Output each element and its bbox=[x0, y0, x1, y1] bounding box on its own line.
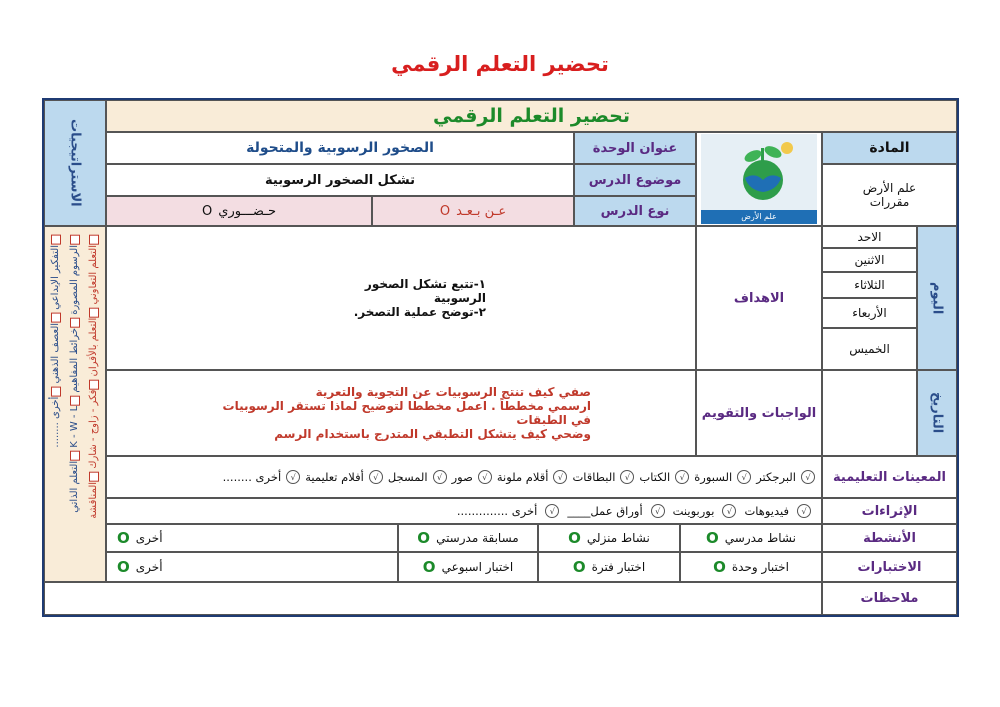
aid-item: البطاقات bbox=[572, 470, 616, 484]
aid-item: الكتاب bbox=[639, 470, 671, 484]
enrichment-item: بوربوينت bbox=[672, 504, 715, 518]
date-value[interactable] bbox=[822, 370, 917, 456]
test-mark: O bbox=[117, 558, 130, 576]
day-label bbox=[917, 226, 957, 370]
check-icon[interactable]: √ bbox=[797, 504, 811, 518]
unit-value: الصخور الرسوبية والمتحولة bbox=[106, 132, 574, 164]
strategy-checkbox[interactable] bbox=[51, 313, 61, 323]
remote-mark: O bbox=[439, 203, 451, 219]
unit-label: عنوان الوحدة bbox=[574, 132, 696, 164]
aid-item: صور bbox=[451, 470, 473, 484]
homework-item: صفي كيف تنتج الرسوبيات عن التجوية والتعرية bbox=[315, 385, 591, 399]
day-item: الاثنين bbox=[822, 248, 917, 272]
tests-label: الاختبارات bbox=[822, 552, 957, 582]
enrichment-list bbox=[457, 504, 811, 518]
aids-label: المعينات التعليمية bbox=[822, 456, 957, 498]
lesson-value: تشكل الصخور الرسوبية bbox=[106, 164, 574, 196]
test-item: اختبار اسبوعي bbox=[441, 560, 514, 574]
check-icon[interactable]: √ bbox=[801, 470, 815, 484]
test-option[interactable] bbox=[398, 552, 538, 582]
aid-item: السبورة bbox=[694, 470, 733, 484]
test-other[interactable] bbox=[106, 552, 398, 582]
activity-item: أخرى bbox=[135, 531, 163, 545]
enrichment-item: أخرى .............. bbox=[456, 504, 538, 518]
check-icon[interactable]: √ bbox=[737, 470, 751, 484]
test-mark: O bbox=[572, 558, 586, 576]
subject-label: المادة bbox=[822, 132, 957, 164]
test-option[interactable] bbox=[680, 552, 822, 582]
aid-item: أفلام تعليمية bbox=[305, 470, 364, 484]
aid-other: أخرى ........ bbox=[222, 470, 282, 484]
strategy-item: التعلم بالأقران bbox=[87, 317, 99, 377]
aid-item: المسجل bbox=[387, 470, 428, 484]
strategy-col-3 bbox=[49, 235, 63, 448]
notes-label: ملاحظات bbox=[822, 582, 957, 615]
test-option[interactable] bbox=[538, 552, 680, 582]
strategies-title bbox=[44, 100, 106, 226]
objectives-label: الاهداف bbox=[696, 226, 822, 370]
check-icon[interactable]: √ bbox=[722, 504, 736, 518]
test-item: اختبار فترة bbox=[591, 560, 646, 574]
strategy-checkbox[interactable] bbox=[89, 380, 99, 390]
strategy-item: التعلم الذاتي bbox=[69, 460, 81, 513]
activity-item: نشاط مدرسي bbox=[724, 531, 796, 545]
test-item: اختبار وحدة bbox=[731, 560, 789, 574]
inperson-mark: O bbox=[202, 203, 213, 219]
strategy-checkbox[interactable] bbox=[70, 396, 80, 406]
strategy-checkbox[interactable] bbox=[70, 235, 80, 245]
strategy-checkbox[interactable] bbox=[89, 472, 99, 482]
inperson-label: حـضـــوري bbox=[218, 203, 276, 219]
test-item: أخرى bbox=[135, 560, 163, 574]
inperson-option[interactable] bbox=[106, 196, 372, 226]
day-item: الاحد bbox=[822, 226, 917, 248]
test-mark: O bbox=[422, 558, 436, 576]
remote-label: عـن بـعـد bbox=[456, 203, 507, 219]
homework-label: الواجبات والتقويم bbox=[696, 370, 822, 456]
check-icon[interactable]: √ bbox=[433, 470, 447, 484]
day-label-text: اليوم bbox=[929, 281, 945, 315]
notes-value[interactable] bbox=[44, 582, 822, 615]
activity-option[interactable] bbox=[398, 524, 538, 552]
objective-item: ٢-توضح عملية التصخر. bbox=[353, 305, 486, 319]
day-item: الخميس bbox=[822, 328, 917, 370]
check-icon[interactable]: √ bbox=[620, 470, 634, 484]
check-icon[interactable]: √ bbox=[651, 504, 665, 518]
day-item: الثلاثاء bbox=[822, 272, 917, 298]
activity-option[interactable] bbox=[538, 524, 680, 552]
objectives-body bbox=[106, 226, 696, 370]
check-icon[interactable]: √ bbox=[545, 504, 559, 518]
enrichment-item: أوراق عمل____ bbox=[567, 504, 643, 518]
enrichment-row bbox=[106, 498, 822, 524]
strategy-col-2 bbox=[68, 235, 82, 513]
day-item: الأربعاء bbox=[822, 298, 917, 328]
activity-mark: O bbox=[117, 529, 130, 547]
activities-label: الأنشطة bbox=[822, 524, 957, 552]
earth-plant-image bbox=[701, 134, 817, 224]
check-icon[interactable]: √ bbox=[369, 470, 383, 484]
image-caption-bar: علم الأرض bbox=[701, 210, 817, 224]
page-title: تحضير التعلم الرقمي bbox=[391, 52, 609, 76]
subject-track: مقررات bbox=[869, 195, 910, 209]
strategy-item: المناقشة bbox=[87, 481, 99, 519]
strategy-checkbox[interactable] bbox=[89, 235, 99, 245]
activity-item: نشاط منزلي bbox=[586, 531, 650, 545]
activity-mark: O bbox=[568, 529, 581, 547]
activity-mark: O bbox=[417, 529, 431, 547]
subject-value bbox=[822, 164, 957, 226]
check-icon[interactable]: √ bbox=[675, 470, 689, 484]
strategies-title-text: الاستراتيجيات bbox=[67, 119, 83, 207]
date-label-text: التاريخ bbox=[929, 392, 945, 434]
strategy-checkbox[interactable] bbox=[51, 387, 61, 397]
check-icon[interactable]: √ bbox=[553, 470, 567, 484]
strategy-item: التعلم التعاوني bbox=[87, 245, 99, 305]
strategy-item: الرسوم المصورة bbox=[69, 245, 81, 315]
earth-plant-icon bbox=[701, 134, 817, 210]
remote-option[interactable] bbox=[372, 196, 574, 226]
aid-item: أقلام ملونة bbox=[496, 470, 549, 484]
lesson-label: موضوع الدرس bbox=[574, 164, 696, 196]
homework-body bbox=[106, 370, 696, 456]
strategy-item: التفكير الإبداعي bbox=[50, 245, 62, 310]
date-label bbox=[917, 370, 957, 456]
check-icon[interactable]: √ bbox=[478, 470, 492, 484]
strategy-col-1 bbox=[87, 235, 101, 519]
aids-row bbox=[106, 456, 822, 498]
enrichment-label: الإثراءات bbox=[822, 498, 957, 524]
strategy-checkbox[interactable] bbox=[70, 451, 80, 461]
strategy-checkbox[interactable] bbox=[89, 308, 99, 318]
strategy-item: خرائط المفاهيم bbox=[69, 327, 81, 393]
strategy-checkbox[interactable] bbox=[51, 235, 61, 245]
aid-item: البرجكتر bbox=[756, 470, 796, 484]
objective-item: ١-تتبع تشكل الصخور الرسوبية bbox=[364, 277, 486, 305]
lesson-type-label: نوع الدرس bbox=[574, 196, 696, 226]
subject-name: علم الأرض bbox=[862, 181, 917, 195]
activity-mark: O bbox=[706, 529, 719, 547]
activity-other[interactable] bbox=[106, 524, 398, 552]
test-mark: O bbox=[713, 558, 726, 576]
homework-item: ارسمي مخططاً . اعمل مخططا لتوضيح لماذا تستقر الرسوبيات في الطبقات bbox=[222, 399, 591, 427]
header-banner: تحضير التعلم الرقمي bbox=[106, 100, 957, 132]
subject-image-cell bbox=[696, 132, 822, 226]
strategy-item: K - W - L bbox=[69, 405, 81, 448]
activity-item: مسابقة مدرستي bbox=[436, 531, 519, 545]
strategy-checkbox[interactable] bbox=[70, 318, 80, 328]
aids-list bbox=[223, 470, 815, 484]
strategy-item: فكر - زاوج - شارك bbox=[87, 389, 99, 469]
strategies-list bbox=[44, 226, 106, 582]
homework-item: وضحي كيف يتشكل التطبقي المتدرج باستخدام الرسم bbox=[274, 427, 591, 441]
strategy-item: أخرى ........ bbox=[50, 396, 62, 448]
enrichment-item: فيديوهات bbox=[744, 504, 789, 518]
strategy-item: العصف الذهني bbox=[50, 322, 62, 384]
check-icon[interactable]: √ bbox=[286, 470, 300, 484]
activity-option[interactable] bbox=[680, 524, 822, 552]
